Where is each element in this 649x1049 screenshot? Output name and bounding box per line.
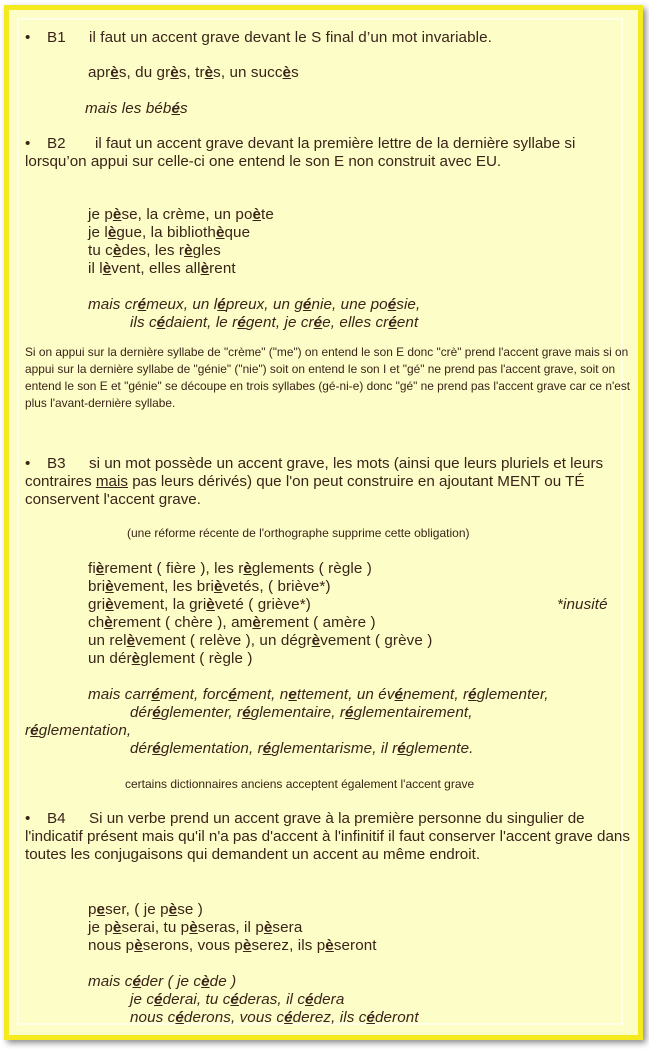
text-fragment: vement, la gri bbox=[113, 596, 207, 613]
text-fragment: dér bbox=[130, 704, 153, 721]
accent-highlight: è bbox=[206, 596, 215, 613]
text-fragment: glementairement, bbox=[353, 704, 473, 721]
b2-rule bbox=[25, 135, 631, 171]
accent-highlight: é bbox=[137, 296, 147, 313]
accent-highlight: é bbox=[394, 686, 404, 703]
b4-italic-3 bbox=[130, 1009, 419, 1027]
accent-highlight: é bbox=[242, 704, 251, 721]
text-fragment: tu c bbox=[88, 242, 113, 259]
text-fragment: glementaire, r bbox=[250, 704, 346, 721]
accent-highlight: è bbox=[184, 242, 193, 259]
b2-italic-1 bbox=[88, 296, 420, 314]
accent-highlight: è bbox=[189, 919, 198, 936]
mais-underlined: mais bbox=[95, 473, 128, 490]
text-fragment: glementarisme, il r bbox=[271, 740, 398, 757]
accent-highlight: è bbox=[214, 578, 223, 595]
rule-code: B4 bbox=[47, 810, 66, 827]
accent-highlight: è bbox=[112, 919, 122, 936]
accent-highlight: è bbox=[170, 64, 179, 81]
b4-example-2 bbox=[88, 919, 302, 937]
b3-example-1 bbox=[88, 560, 372, 578]
accent-highlight: é bbox=[228, 686, 237, 703]
text-fragment: serons, vous p bbox=[142, 937, 243, 954]
b3-italic-2 bbox=[130, 704, 473, 722]
accent-highlight: é bbox=[230, 991, 239, 1008]
accent-highlight: è bbox=[215, 224, 225, 241]
text-fragment: nous p bbox=[88, 937, 135, 954]
b3-example-6 bbox=[88, 650, 253, 668]
text-fragment: b bbox=[162, 100, 172, 117]
accent-highlight: è bbox=[105, 578, 114, 595]
text-fragment: ser, ( je p bbox=[105, 901, 169, 918]
text-fragment: veté ( griève*) bbox=[214, 596, 311, 613]
bullet: • bbox=[25, 135, 31, 152]
text-fragment: rement ( chère ), am bbox=[112, 614, 253, 631]
accent-highlight: é bbox=[175, 1009, 184, 1026]
accent-highlight: é bbox=[152, 740, 161, 757]
accent-highlight: è bbox=[131, 650, 141, 667]
accent-highlight: è bbox=[134, 937, 143, 954]
text-fragment: rent bbox=[209, 260, 236, 277]
rule-text: Si un verbe prend un accent grave à la première personne du singulier de l'indicatif présent mais qu'il n'a pas d'accent à l'infinitif il faut conserver l'accent grave dans toutes les conjugaisons qui demandent un accent au même endroit. bbox=[25, 810, 630, 863]
accent-highlight: è bbox=[105, 596, 114, 613]
text-fragment: der ( je c bbox=[141, 973, 202, 990]
text-fragment: s bbox=[180, 100, 188, 117]
text-fragment: glementation, r bbox=[160, 740, 263, 757]
accent-highlight: é bbox=[262, 740, 272, 757]
b3-reform-note: (une réforme récente de l'orthographe supprime cette obligation) bbox=[127, 526, 470, 540]
b1-example-1 bbox=[88, 64, 299, 82]
text-fragment: si un mot possède un accent grave, les mots (ainsi que leurs pluriels et leurs contraires bbox=[25, 455, 604, 490]
accent-highlight: é bbox=[397, 740, 406, 757]
text-fragment: seront bbox=[333, 937, 377, 954]
text-fragment: se ) bbox=[177, 901, 203, 918]
b3-example-4 bbox=[88, 614, 376, 632]
text-fragment: glement ( règle ) bbox=[140, 650, 253, 667]
text-fragment: e, elles cr bbox=[322, 314, 389, 331]
text-fragment: nement, r bbox=[403, 686, 469, 703]
b2-example-3 bbox=[88, 242, 221, 260]
text-fragment: preux, un g bbox=[225, 296, 303, 313]
text-fragment: glementer, r bbox=[160, 704, 243, 721]
accent-highlight: è bbox=[200, 260, 210, 277]
accent-highlight: è bbox=[168, 901, 178, 918]
text-fragment: serez, ils p bbox=[251, 937, 326, 954]
text-fragment: ch bbox=[88, 614, 105, 631]
text-fragment: glements ( règle ) bbox=[251, 560, 372, 577]
text-fragment: bri bbox=[88, 578, 106, 595]
accent-highlight: è bbox=[263, 919, 273, 936]
accent-highlight: è bbox=[325, 937, 334, 954]
b1-rule bbox=[25, 29, 492, 47]
document-page bbox=[17, 18, 631, 1026]
text-fragment: que bbox=[224, 224, 251, 241]
text-fragment: gri bbox=[88, 596, 106, 613]
accent-highlight: é bbox=[313, 314, 323, 331]
rule-code: B1 bbox=[47, 29, 66, 46]
text-fragment: deront bbox=[374, 1009, 419, 1026]
inusite-note: *inusité bbox=[557, 596, 608, 613]
text-fragment: derons, vous c bbox=[183, 1009, 285, 1026]
b4-rule bbox=[25, 810, 631, 864]
bullet: • bbox=[25, 810, 31, 827]
text-fragment: r bbox=[25, 722, 31, 739]
b4-example-1 bbox=[88, 901, 203, 919]
accent-highlight: é bbox=[387, 296, 397, 313]
accent-highlight: é bbox=[217, 296, 226, 313]
text-fragment: sera bbox=[272, 919, 303, 936]
text-fragment: s bbox=[291, 64, 299, 81]
text-fragment: derai, tu c bbox=[162, 991, 231, 1008]
text-fragment: s, un succ bbox=[213, 64, 283, 81]
text-fragment: rement ( amère ) bbox=[260, 614, 376, 631]
text-fragment: gent, je cr bbox=[245, 314, 314, 331]
text-fragment: p bbox=[88, 901, 97, 918]
b2-example-4 bbox=[88, 260, 236, 278]
text-fragment: deras, il c bbox=[238, 991, 306, 1008]
accent-highlight: è bbox=[107, 224, 117, 241]
text-fragment: gue, la biblioth bbox=[116, 224, 216, 241]
text-fragment: rement ( fière ), les r bbox=[104, 560, 244, 577]
accent-highlight: è bbox=[252, 206, 262, 223]
rule-text: il faut un accent grave devant la première lettre de la dernière syllabe si lorsqu’on appui sur celle-ci one entend le son E non construit avec EU. bbox=[25, 135, 576, 170]
text-fragment: je p bbox=[88, 919, 113, 936]
accent-highlight: é bbox=[171, 100, 181, 117]
b3-italic-1 bbox=[88, 686, 549, 704]
accent-highlight: è bbox=[126, 632, 136, 649]
b3-rule bbox=[25, 455, 631, 509]
b3-example-2 bbox=[88, 578, 331, 596]
b2-note: Si on appui sur la dernière syllabe de "crème" ("me") on entend le son E donc "crè" prend l'accent grave mais si on appui sur la dernière syllabe de "génie" ("nie") soit on entend le son I et "gé" ne prend pas l'accent grave, soit on entend le son E et "génie" se découpe en trois syllabes (gé-ni-e) donc "gé" ne prend pas l'accent grave car ce n'est plus l'avant-dernière syllabe. bbox=[25, 345, 631, 410]
text-fragment: meux, un l bbox=[146, 296, 218, 313]
accent-highlight: è bbox=[112, 206, 122, 223]
text-fragment: vement ( relève ), un dégr bbox=[135, 632, 312, 649]
accent-highlight: e bbox=[96, 901, 106, 918]
accent-highlight: é bbox=[366, 1009, 375, 1026]
text-fragment: ent bbox=[396, 314, 419, 331]
accent-highlight: é bbox=[284, 1009, 293, 1026]
rule-code: B2 bbox=[47, 135, 66, 152]
text-fragment: mais carr bbox=[88, 686, 152, 703]
b4-italic-1 bbox=[88, 973, 236, 991]
text-fragment: pas leurs dérivés) que l'on peut construire en ajoutant MENT ou TÉ conservent l'accent grave. bbox=[25, 473, 585, 508]
text-fragment: gles bbox=[192, 242, 221, 259]
text-fragment: glemente. bbox=[405, 740, 474, 757]
accent-highlight: é bbox=[388, 314, 397, 331]
accent-highlight: è bbox=[95, 560, 105, 577]
text-fragment: s, tr bbox=[178, 64, 205, 81]
accent-highlight: è bbox=[112, 242, 122, 259]
text-fragment: vent, elles all bbox=[111, 260, 201, 277]
text-fragment: serai, tu p bbox=[121, 919, 190, 936]
text-fragment: glementer, bbox=[476, 686, 549, 703]
text-fragment: ment, forc bbox=[159, 686, 229, 703]
accent-highlight: é bbox=[345, 704, 354, 721]
text-fragment: ment, n bbox=[236, 686, 289, 703]
accent-highlight: é bbox=[30, 722, 39, 739]
accent-highlight: è bbox=[242, 937, 252, 954]
accent-highlight: é bbox=[132, 973, 142, 990]
accent-highlight: è bbox=[282, 64, 292, 81]
text-fragment: ils c bbox=[130, 314, 157, 331]
rule-text: il faut un accent grave devant le S final d’un mot invariable. bbox=[89, 29, 492, 46]
accent-highlight: è bbox=[204, 64, 214, 81]
b2-italic-2 bbox=[130, 314, 418, 332]
accent-highlight: è bbox=[104, 614, 113, 631]
b4-italic-2 bbox=[130, 991, 344, 1009]
text-fragment: un rel bbox=[88, 632, 127, 649]
accent-highlight: é bbox=[156, 314, 166, 331]
b2-example-2 bbox=[88, 224, 250, 242]
text-fragment: il l bbox=[88, 260, 103, 277]
text-fragment: daient, le r bbox=[165, 314, 238, 331]
text-fragment: fi bbox=[88, 560, 96, 577]
b3-italic-3 bbox=[25, 722, 131, 740]
text-fragment: mais cr bbox=[88, 296, 138, 313]
text-fragment: un dér bbox=[88, 650, 132, 667]
text-fragment: vement ( grève ) bbox=[320, 632, 433, 649]
b1-example-2 bbox=[85, 100, 188, 118]
text-fragment: te bbox=[261, 206, 274, 223]
accent-highlight: é bbox=[151, 686, 160, 703]
bullet: • bbox=[25, 29, 31, 46]
accent-highlight: è bbox=[311, 632, 321, 649]
text-fragment: se, la crème, un po bbox=[121, 206, 253, 223]
text-fragment: mais c bbox=[88, 973, 133, 990]
text-fragment: seras, il p bbox=[197, 919, 264, 936]
b3-example-3 bbox=[88, 596, 311, 614]
text-fragment: dér bbox=[130, 740, 153, 757]
text-fragment: sie, bbox=[396, 296, 421, 313]
accent-highlight: é bbox=[468, 686, 477, 703]
text-fragment: nous c bbox=[130, 1009, 176, 1026]
accent-highlight: é bbox=[237, 314, 246, 331]
text-fragment: je l bbox=[88, 224, 108, 241]
text-fragment: derez, ils c bbox=[292, 1009, 367, 1026]
accent-highlight: é bbox=[305, 991, 314, 1008]
accent-highlight: è bbox=[243, 560, 252, 577]
accent-highlight: è bbox=[201, 973, 210, 990]
accent-highlight: é bbox=[302, 296, 312, 313]
b3-example-5 bbox=[88, 632, 432, 650]
accent-highlight: è bbox=[252, 614, 261, 631]
b3-italic-4 bbox=[130, 740, 473, 758]
b4-example-3 bbox=[88, 937, 377, 955]
accent-highlight: è bbox=[102, 260, 112, 277]
text-fragment: de ) bbox=[209, 973, 237, 990]
bullet: • bbox=[25, 455, 31, 472]
text-fragment: glementation, bbox=[38, 722, 132, 739]
text-fragment: mais les bé bbox=[85, 100, 163, 117]
accent-highlight: è bbox=[110, 64, 119, 81]
text-fragment: vetés, ( briève*) bbox=[222, 578, 331, 595]
rule-code: B3 bbox=[47, 455, 66, 472]
text-fragment: je p bbox=[88, 206, 113, 223]
text-fragment: ttement, un év bbox=[296, 686, 395, 703]
b2-example-1 bbox=[88, 206, 274, 224]
accent-highlight: é bbox=[152, 704, 161, 721]
accent-highlight: e bbox=[288, 686, 297, 703]
text-fragment: apr bbox=[88, 64, 111, 81]
text-fragment: des, les r bbox=[121, 242, 185, 259]
accent-highlight: é bbox=[154, 991, 163, 1008]
text-fragment: s, du gr bbox=[118, 64, 171, 81]
text-fragment: vement, les bri bbox=[113, 578, 214, 595]
text-fragment: je c bbox=[130, 991, 155, 1008]
document-frame bbox=[4, 5, 643, 1040]
b3-dictionary-note: certains dictionnaires anciens acceptent également l'accent grave bbox=[125, 777, 475, 791]
text-fragment: nie, une po bbox=[311, 296, 388, 313]
text-fragment: dera bbox=[313, 991, 345, 1008]
